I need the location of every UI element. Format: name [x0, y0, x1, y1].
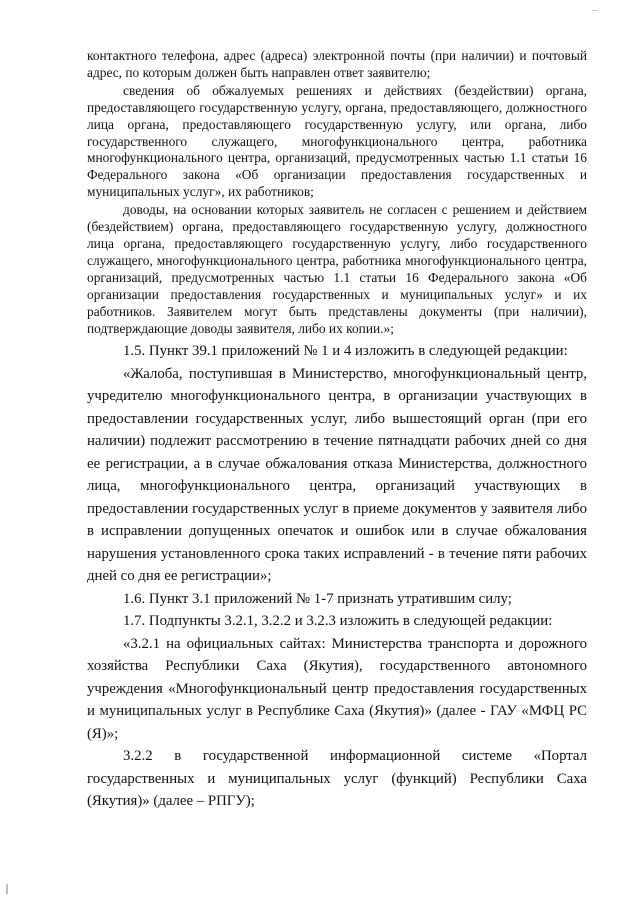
- paragraph: 1.6. Пункт 3.1 приложений № 1-7 признать утратившим силу;: [123, 590, 512, 607]
- section-large-type: [87, 340, 587, 813]
- paragraph: 3.2.2 в государственной информационной системе «Портал государственных и муниципальных услуг (функций) Республики Саха (Якутия)» (далее – РПГУ);: [87, 748, 587, 810]
- paragraph: доводы, на основании которых заявитель не согласен с решением и действием (бездействием) органа, предоставляющего государственную услугу, должностного лица органа, предоставляющего государственную услугу, либо государственного служащего, многофункционального центра, работника многофункционального центра, организаций, предусмотренных частью 1.1 статьи 16 Федерального закона «Об организации предоставления государственных и муниципальных услуг» и их работников. Заявителем могут быть представлены документы (при наличии), подтверждающие доводы заявителя, либо их копии.»;: [87, 202, 587, 336]
- scan-mark: [592, 10, 598, 11]
- paragraph: контактного телефона, адрес (адреса) электронной почты (при наличии) и почтовый адрес, по которым должен быть направлен ответ заявителю;: [87, 48, 587, 80]
- paragraph: 1.7. Подпункты 3.2.1, 3.2.2 и 3.2.3 изложить в следующей редакции:: [123, 613, 553, 630]
- paragraph: 1.5. Пункт 39.1 приложений № 1 и 4 изложить в следующей редакции:: [123, 343, 568, 360]
- paragraph: сведения об обжалуемых решениях и действиях (бездействии) органа, предоставляющего государственную услугу, органа, предоставляющего, должностного лица органа, предоставляющего государственную услугу, или органа, либо государственного служащего, многофункционального центра, работника многофункционального центра, организаций, предусмотренных частью 1.1 статьи 16 Федерального закона «Об организации предоставления государственных и муниципальных услуг», их работников;: [87, 82, 587, 200]
- paragraph: «Жалоба, поступившая в Министерство, многофункциональный центр, учредителю многофункционального центра, в организации участвующих в предоставлении государственных услуг, либо вышестоящий орган (при его наличии) подлежит рассмотрению в течение пятнадцати рабочих дней со дня ее регистрации, а в случае обжалования отказа Министерства, должностного лица, многофункционального центра, организаций участвующих в предоставлении государственных услуг в приеме документов у заявителя либо в исправлении допущенных опечаток и ошибок или в случае обжалования нарушения установленного срока таких исправлений - в течение пяти рабочих дней со дня ее регистрации»;: [87, 365, 587, 585]
- section-small-type: [87, 48, 587, 337]
- document-body: [87, 48, 587, 813]
- scan-mark: [6, 884, 8, 894]
- paragraph: «3.2.1 на официальных сайтах: Министерства транспорта и дорожного хозяйства Республики Саха (Якутия), государственного автономного учреждения «Многофункциональный центр предоставления государственных и муниципальных услуг в Республике Саха (Якутия)» (далее - ГАУ «МФЦ РС (Я)»;: [87, 635, 587, 742]
